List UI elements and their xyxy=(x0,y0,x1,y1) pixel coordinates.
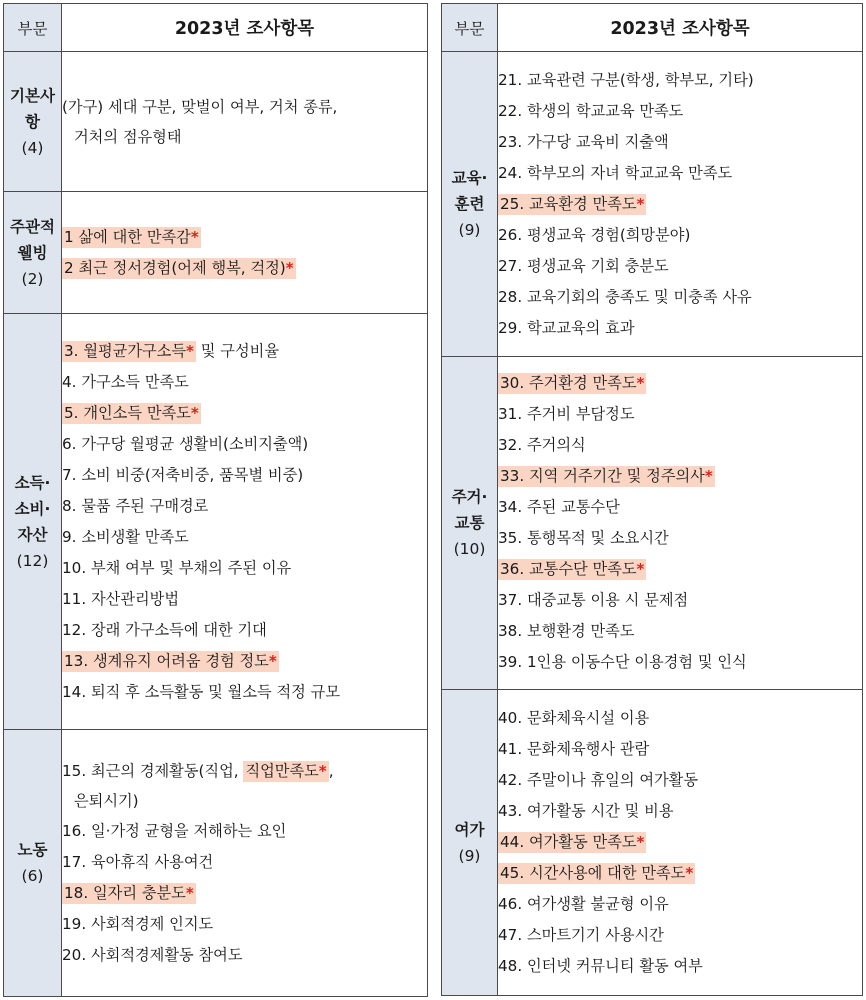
category-name: 기본사 항 xyxy=(10,86,55,131)
item-text: 48. 인터넷 커뮤니티 활동 여부 xyxy=(498,957,703,975)
category-cell xyxy=(4,192,62,314)
list-item xyxy=(498,734,862,765)
left-survey-table xyxy=(3,3,428,997)
list-item xyxy=(62,584,427,615)
list-item xyxy=(62,756,427,816)
item-text: 2 최근 정서경험(어제 행복, 걱정) xyxy=(64,258,286,277)
list-item xyxy=(498,461,862,492)
item-text: 19. 사회적경제 인지도 xyxy=(62,914,214,933)
highlighted-item xyxy=(498,466,715,487)
category-cell xyxy=(442,52,498,357)
item-text: 24. 학부모의 자녀 학교교육 만족도 xyxy=(498,163,733,182)
category-name: 소득· 소비· 자산 xyxy=(14,473,51,544)
item-text: 34. 주된 교통수단 xyxy=(498,498,620,516)
list-item xyxy=(498,220,862,251)
list-item xyxy=(62,615,427,646)
list-item xyxy=(62,909,427,940)
list-item xyxy=(498,889,862,920)
item-text: 38. 보행환경 만족도 xyxy=(498,622,635,640)
item-text: 45. 시간사용에 대한 만족도 xyxy=(500,864,686,882)
highlighted-item xyxy=(62,258,296,279)
item-text: 30. 주거환경 만족도 xyxy=(500,374,637,392)
list-item xyxy=(498,554,862,585)
items-cell xyxy=(498,690,863,996)
category-count: (4) xyxy=(21,138,44,157)
list-item xyxy=(498,765,862,796)
category-count: (12) xyxy=(16,551,49,570)
category-count: (9) xyxy=(458,846,481,865)
item-text: 16. 일·가정 균형을 저해하는 요인 xyxy=(62,821,287,840)
highlighted-item xyxy=(498,373,646,394)
asterisk-marker: * xyxy=(685,864,694,882)
section-row xyxy=(4,52,428,192)
items-cell xyxy=(498,357,863,690)
list-item xyxy=(498,282,862,313)
item-text: 9. 소비생활 만족도 xyxy=(62,527,189,546)
item-text: 28. 교육기회의 충족도 및 미충족 사유 xyxy=(498,287,752,306)
item-text: 33. 지역 거주기간 및 정주의사 xyxy=(500,467,705,485)
list-item xyxy=(62,222,427,253)
category-name: 주거· 교통 xyxy=(451,488,488,532)
item-text: 12. 장래 가구소득에 대한 기대 xyxy=(62,620,267,639)
highlighted-item xyxy=(498,194,646,215)
item-text: 1 삶에 대한 만족감 xyxy=(64,227,191,246)
list-item xyxy=(498,796,862,827)
item-text: 13. 생계유지 어려움 경험 정도 xyxy=(64,651,269,670)
list-item xyxy=(62,92,427,152)
item-text: 35. 통행목적 및 소요시간 xyxy=(498,529,669,547)
item-continuation: 은퇴시기) xyxy=(74,791,139,810)
section-row xyxy=(442,690,863,996)
items-cell xyxy=(62,314,428,730)
item-text: , xyxy=(328,761,334,780)
asterisk-marker: * xyxy=(636,560,645,578)
list-item xyxy=(62,491,427,522)
list-item xyxy=(62,367,427,398)
list-item xyxy=(498,951,862,982)
item-text: 47. 스마트기기 사용시간 xyxy=(498,926,664,944)
item-text: 40. 문화체육시설 이용 xyxy=(498,709,650,727)
item-text: 43. 여가활동 시간 및 비용 xyxy=(498,802,674,820)
list-item xyxy=(498,647,862,678)
asterisk-marker: * xyxy=(285,258,294,277)
highlighted-item xyxy=(62,227,201,248)
item-text: 8. 물품 주된 구매경로 xyxy=(62,496,209,515)
category-count: (6) xyxy=(21,867,44,885)
asterisk-marker: * xyxy=(636,194,645,213)
section-row xyxy=(4,314,428,730)
list-item xyxy=(62,646,427,677)
item-text: 직업만족도 xyxy=(245,761,319,780)
item-text: 20. 사회적경제활동 참여도 xyxy=(62,945,243,964)
category-count: (2) xyxy=(21,269,44,288)
list-item xyxy=(62,336,427,367)
list-item xyxy=(498,189,862,220)
item-text: 29. 학교교육의 효과 xyxy=(498,318,635,337)
highlighted-item xyxy=(498,863,695,884)
list-item xyxy=(498,368,862,399)
category-count: (9) xyxy=(458,221,481,239)
item-continuation: 거처의 점유형태 xyxy=(74,127,182,146)
items-cell xyxy=(62,192,428,314)
asterisk-marker: * xyxy=(318,761,327,780)
list-item xyxy=(498,127,862,158)
category-cell xyxy=(4,314,62,730)
item-text: 10. 부채 여부 및 부채의 주된 이유 xyxy=(62,558,292,577)
list-item xyxy=(498,96,862,127)
item-text: 21. 교육관련 구분(학생, 학부모, 기타) xyxy=(498,70,754,89)
list-item xyxy=(62,460,427,491)
item-text: 46. 여가생활 불균형 이유 xyxy=(498,895,669,913)
header-part: 부문 xyxy=(4,4,62,52)
asterisk-marker: * xyxy=(636,374,645,392)
highlighted-item xyxy=(243,761,328,782)
items-cell xyxy=(498,52,863,357)
list-item xyxy=(62,677,427,708)
list-item xyxy=(498,703,862,734)
list-item xyxy=(498,65,862,96)
item-text: 37. 대중교통 이용 시 문제점 xyxy=(498,591,689,609)
section-row xyxy=(4,730,428,997)
list-item xyxy=(498,492,862,523)
category-cell xyxy=(4,730,62,997)
item-text: 44. 여가활동 만족도 xyxy=(500,833,637,851)
list-item xyxy=(62,878,427,909)
highlighted-item xyxy=(498,559,646,580)
asterisk-marker: * xyxy=(185,883,194,902)
item-text: 15. 최근의 경제활동(직업, xyxy=(62,761,244,780)
highlighted-item xyxy=(62,403,201,424)
item-text: 42. 주말이나 휴일의 여가활동 xyxy=(498,771,699,789)
category-cell xyxy=(442,357,498,690)
item-text: 41. 문화체육행사 관람 xyxy=(498,740,650,758)
highlighted-item xyxy=(498,832,646,853)
asterisk-marker: * xyxy=(190,227,199,246)
section-row xyxy=(442,52,863,357)
list-item xyxy=(498,158,862,189)
list-item xyxy=(62,429,427,460)
right-survey-table xyxy=(441,3,863,996)
item-text: 6. 가구당 월평균 생활비(소비지출액) xyxy=(62,434,309,453)
list-item xyxy=(498,858,862,889)
item-text: 26. 평생교육 경험(희망분야) xyxy=(498,225,691,244)
list-item xyxy=(62,940,427,971)
highlighted-item xyxy=(62,341,196,362)
category-name: 교육· 훈련 xyxy=(451,169,488,213)
asterisk-marker: * xyxy=(190,403,199,422)
item-text: 18. 일자리 충분도 xyxy=(64,883,186,902)
item-text: 17. 육아휴직 사용여건 xyxy=(62,852,214,871)
category-count: (10) xyxy=(453,540,486,558)
list-item xyxy=(498,827,862,858)
list-item xyxy=(498,313,862,344)
item-text: 23. 가구당 교육비 지출액 xyxy=(498,132,669,151)
category-cell xyxy=(442,690,498,996)
list-item xyxy=(62,522,427,553)
item-text: 27. 평생교육 기회 충분도 xyxy=(498,256,669,275)
item-text: 14. 퇴직 후 소득활동 및 월소득 적정 규모 xyxy=(62,682,341,701)
category-cell xyxy=(4,52,62,192)
highlighted-item xyxy=(62,651,279,672)
list-item xyxy=(62,398,427,429)
header-title: 2023년 조사항목 xyxy=(498,4,863,52)
list-item xyxy=(498,585,862,616)
list-item xyxy=(498,616,862,647)
section-row xyxy=(4,192,428,314)
asterisk-marker: * xyxy=(268,651,277,670)
list-item xyxy=(498,523,862,554)
list-item xyxy=(62,816,427,847)
items-cell xyxy=(62,52,428,192)
item-text: 11. 자산관리방법 xyxy=(62,589,180,608)
item-text: 4. 가구소득 만족도 xyxy=(62,372,189,391)
list-item xyxy=(498,430,862,461)
highlighted-item xyxy=(62,883,196,904)
item-text: (가구) 세대 구분, 맞벌이 여부, 거처 종류, xyxy=(62,97,338,116)
list-item xyxy=(498,399,862,430)
category-name: 주관적 웰빙 xyxy=(10,217,55,262)
item-text: 39. 1인용 이동수단 이용경험 및 인식 xyxy=(498,653,747,671)
header-part: 부문 xyxy=(442,4,498,52)
items-cell xyxy=(62,730,428,997)
asterisk-marker: * xyxy=(636,833,645,851)
item-text: 22. 학생의 학교교육 만족도 xyxy=(498,101,684,120)
list-item xyxy=(498,251,862,282)
item-text: 25. 교육환경 만족도 xyxy=(500,194,637,213)
asterisk-marker: * xyxy=(186,341,194,360)
item-text: 36. 교통수단 만족도 xyxy=(500,560,637,578)
category-name: 노동 xyxy=(17,841,48,859)
list-item xyxy=(62,553,427,584)
asterisk-marker: * xyxy=(704,467,713,485)
item-text: 및 구성비율 xyxy=(195,341,279,360)
category-name: 여가 xyxy=(454,820,485,839)
list-item xyxy=(498,920,862,951)
item-text: 31. 주거비 부담정도 xyxy=(498,405,635,423)
item-text: 32. 주거의식 xyxy=(498,436,586,454)
item-text: 7. 소비 비중(저축비중, 품목별 비중) xyxy=(62,465,304,484)
item-text: 3. 월평균가구소득 xyxy=(64,341,187,360)
item-text: 5. 개인소득 만족도 xyxy=(64,403,191,422)
header-title: 2023년 조사항목 xyxy=(62,4,428,52)
list-item xyxy=(62,847,427,878)
section-row xyxy=(442,357,863,690)
list-item xyxy=(62,253,427,284)
